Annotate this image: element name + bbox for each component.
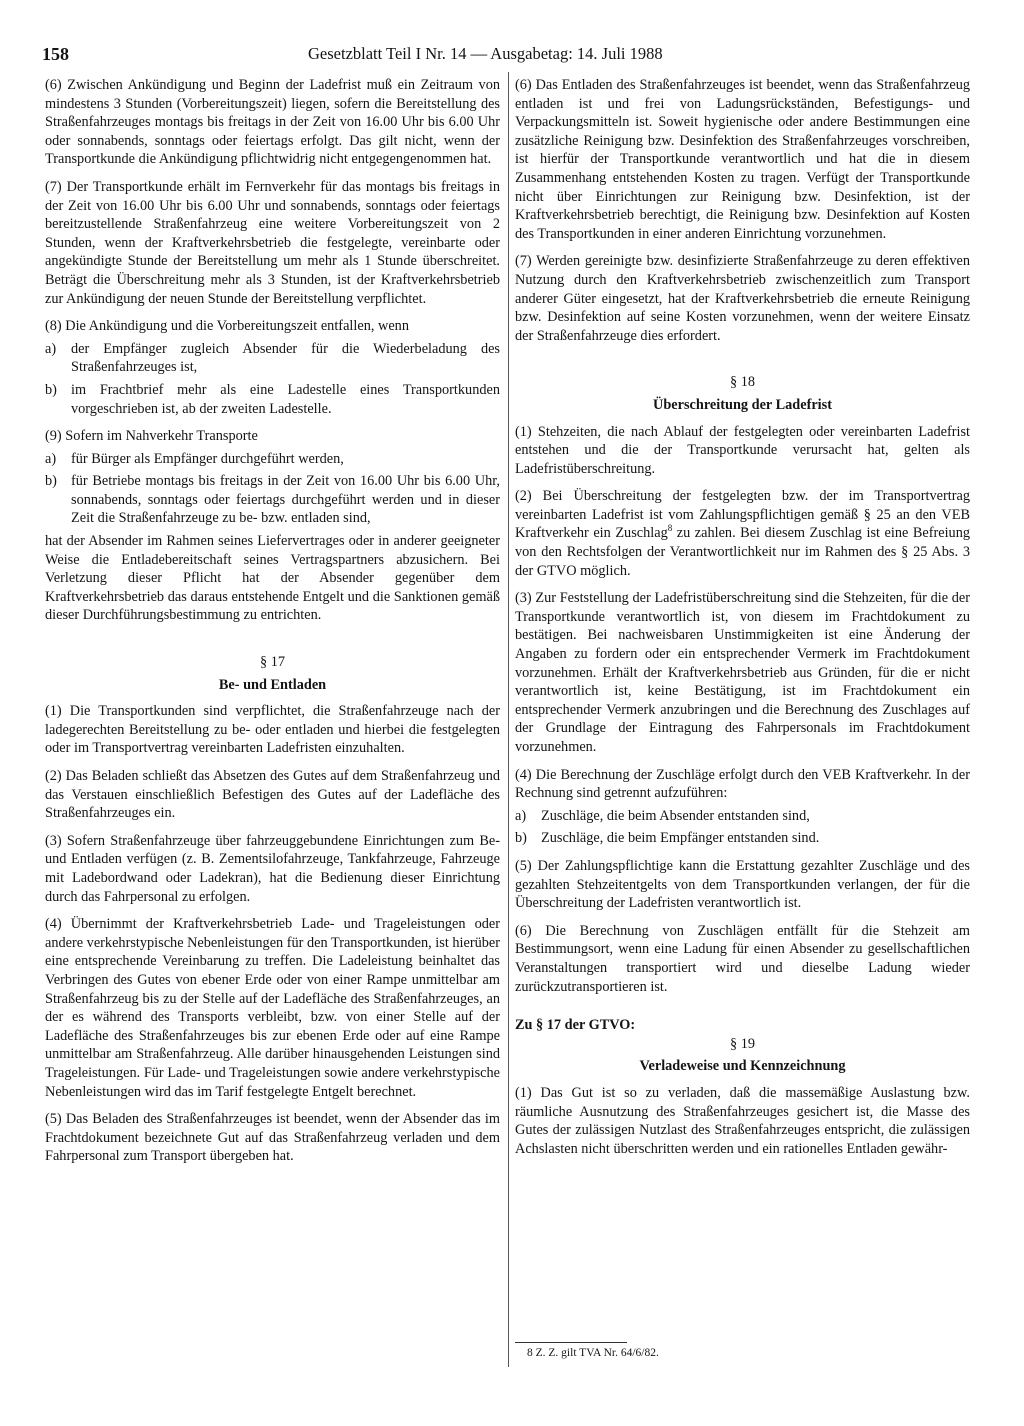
paragraph: (3) Sofern Straßenfahrzeuge über fahrzeuggebundene Einrichtungen zum Be- und Entladen verfügen (z. B. Zementsilofahrzeuge, Tankfahrzeuge, Fahrzeuge mit Ladebordwand oder Ladekran), hat die Bedienung dieser Einrichtung durch das Fahrpersonal zu erfolgen. bbox=[45, 832, 500, 905]
list-item bbox=[515, 807, 970, 826]
list-text: Zuschläge, die beim Empfänger entstanden sind. bbox=[541, 830, 820, 847]
section-title: Überschreitung der Ladefrist bbox=[653, 396, 832, 413]
paragraph: hat der Absender im Rahmen seines Liefervertrages oder in anderer geeigneter Weise die Entladebereitschaft seines Vertragspartners abzusichern. Bei Verletzung dieser Pflicht hat der Absender gegenüber dem Kraftverkehrsbetrieb das daraus entstehende Entgelt und die Sanktionen gemäß dieser Durchführungsbestimmung zu entrichten. bbox=[45, 533, 500, 624]
list-text: im Frachtbrief mehr als eine Ladestelle eines Transportkunden vorgeschrieben ist, ab der zweiten Ladestelle. bbox=[71, 381, 500, 417]
paragraph: (5) Das Beladen des Straßenfahrzeuges ist beendet, wenn der Absender das im Frachtdokument bezeichnete Gut auf das Straßenfahrzeug verladen und dem Fahrpersonal zum Transport übergeben hat. bbox=[45, 1111, 500, 1165]
paragraph: (9) Sofern im Nahverkehr Transporte bbox=[45, 428, 258, 445]
footnote-rule bbox=[515, 1342, 627, 1343]
list-label: b) bbox=[515, 830, 527, 847]
list-item bbox=[45, 340, 500, 377]
paragraph-text: (2) Bei Überschreitung der festgelegten bzw. der im Transportvertrag vereinbarten Ladefrist ist vom Zahlungspflichtigen gemäß § 25 an den VEB Kraftverkehr ein Zuschlag bbox=[515, 488, 970, 542]
left-column bbox=[45, 76, 500, 1376]
list-text: Zuschläge, die beim Absender entstanden sind, bbox=[541, 807, 810, 824]
list-text: der Empfänger zugleich Absender für die Wiederbeladung des Straßenfahrzeuges ist, bbox=[71, 340, 500, 376]
paragraph: (3) Zur Feststellung der Ladefristüberschreitung sind die Stehzeiten, für die der Transportkunde verantwortlich ist, von diesem im Frachtdokument zu bestätigen. Bei nachweisbaren Unstimmigkeiten ist eine Änderung der Angaben zu fordern oder ein entsprechender Vermerk im Frachtdokument vorzunehmen. Erhält der Kraftverkehrsbetrieb aus Gründen, für die er nicht verantwortlich ist, keine Bestätigung, ist im Frachtdokument ein entsprechender Vermerk anzubringen und die Berechnung des Zuschlages auf der Grundlage der Eintragung des Fahrpersonals im Frachtdokument vorzunehmen. bbox=[515, 590, 970, 755]
paragraph: (1) Stehzeiten, die nach Ablauf der festgelegten oder vereinbarten Ladefrist entstehen und die der Transportkunde verursacht hat, gelten als Ladefristüberschreitung. bbox=[515, 423, 970, 477]
section-number: § 17 bbox=[259, 654, 286, 671]
list-text: für Bürger als Empfänger durchgeführt werden, bbox=[71, 450, 344, 467]
footnote-marker: 8 bbox=[667, 523, 673, 534]
list-item bbox=[45, 472, 500, 528]
paragraph: (5) Der Zahlungspflichtige kann die Erstattung gezahlter Zuschläge und des gezahlten Stehzeitentgelts von dem Transportkunden verlangen, der für die Überschreitung der Ladefristen verantwortlich ist. bbox=[515, 857, 970, 912]
list-label: a) bbox=[515, 807, 527, 824]
paragraph: (2) Das Beladen schließt das Absetzen des Gutes auf dem Straßenfahrzeug und das Verstauen einschließlich Befestigen des Gutes auf der Ladefläche des Straßenfahrzeuges ein. bbox=[45, 768, 500, 822]
paragraph: (7) Der Transportkunde erhält im Fernverkehr für das montags bis freitags in der Zeit von 16.00 Uhr bis 6.00 Uhr und sonnabends, sonntags oder feiertags bereitzustellende Straßenfahrzeug eine weitere Vorbereitungszeit von 2 Stunden, wenn der Kraftverkehrsbetrieb die festgelegte, vereinbarte oder angekündigte Stunde der Bereitstellung um mehr als 1 Stunde überschreitet. Beträgt die Überschreitung mehr als 3 Stunden, ist der Kraftverkehrsbetrieb zur Ankündigung der neuen Stunde der Bereitstellung verpflichtet. bbox=[45, 178, 500, 307]
page-header bbox=[40, 44, 985, 70]
list-label: b) bbox=[45, 381, 57, 398]
list-label: b) bbox=[45, 473, 57, 490]
paragraph: (4) Die Berechnung der Zuschläge erfolgt durch den VEB Kraftverkehr. In der Rechnung sind getrennt aufzuführen: bbox=[515, 766, 970, 802]
paragraph: (1) Das Gut ist so zu verladen, daß die massemäßige Auslastung bzw. räumliche Ausnutzung des Straßenfahrzeuges gesichert ist, die Masse des Gutes der zulässigen Nutzlast des Straßenfahrzeuges entspricht, die zulässigen Achslasten nicht überschritten werden und ein rationelles Entladen gewähr- bbox=[515, 1084, 970, 1157]
list-item bbox=[45, 381, 500, 418]
list-item bbox=[45, 450, 500, 469]
section-number: § 18 bbox=[729, 374, 756, 391]
list-item bbox=[515, 829, 970, 848]
running-head: Gesetzblatt Teil I Nr. 14 — Ausgabetag: 14. Juli 1988 bbox=[308, 44, 663, 63]
paragraph bbox=[515, 487, 970, 580]
paragraph: (4) Übernimmt der Kraftverkehrsbetrieb Lade- und Trageleistungen oder andere verkehrstypische Nebenleistungen für den Transportkunden, ist hierüber eine entsprechende Vereinbarung zu treffen. Die Ladeleistung beinhaltet das Verbringen des Gutes von ebener Erde oder von einer Rampe unmittelbar am Straßenfahrzeug bis zu der Stelle auf der Ladefläche des Straßenfahrzeuges, an der es während des Transports verbleibt, bzw. von einer Stelle auf der Ladefläche des Straßenfahrzeuges bis zur ebenen Erde oder auf eine Rampe unmittelbar am Straßenfahrzeug. Alle darüber hinausgehenden Leistungen sind Trageleistungen. Für Lade- und Trageleistungen sowie andere verkehrstypische Nebenleistungen wird das im Tarif festgelegte Entgelt berechnet. bbox=[45, 916, 500, 1100]
paragraph: (6) Die Berechnung von Zuschlägen entfällt für die Stehzeit am Bestimmungsort, wenn eine Ladung für einen Absender zu gesellschaftlichen Veranstaltungen transportiert wird und dieselbe Ladung wieder zurückzutransportieren ist. bbox=[515, 922, 970, 995]
section-title: Verladeweise und Kennzeichnung bbox=[639, 1058, 846, 1075]
paragraph: (7) Werden gereinigte bzw. desinfizierte Straßenfahrzeuge zu deren effektiven Nutzung durch den Kraftverkehrsbetrieb zwischenzeitlich zum Transport anderer Güter eingesetzt, hat der Kraftverkehrsbetrieb die erneute Reinigung bzw. Desinfektion auf seine Kosten vorzunehmen, wenn der weitere Einsatz der Straßenfahrzeuge dies erfordert. bbox=[515, 253, 970, 344]
paragraph: (6) Das Entladen des Straßenfahrzeuges ist beendet, wenn das Straßenfahrzeug entladen ist und frei von Ladungsrückständen, Befestigungs- und Verpackungsmitteln ist. Soweit hygienische oder andere Bestimmungen eine zusätzliche Reinigung bzw. Desinfektion des Straßenfahrzeuges vorschreiben, ist hierfür der Transportkunde verantwortlich und hat die in diesem Zusammenhang entstehenden Kosten zu tragen. Verfügt der Transportkunde nicht über Einrichtungen zur Reinigung bzw. Desinfektion, ist der Kraftverkehrsbetrieb berechtigt, die Reinigung bzw. Desinfektion auf Kosten des Transportkunden in einer anderen Einrichtung vorzunehmen. bbox=[515, 77, 970, 242]
section-title: Be- und Entladen bbox=[218, 676, 327, 693]
section-number: § 19 bbox=[729, 1035, 756, 1052]
paragraph: (6) Zwischen Ankündigung und Beginn der Ladefrist muß ein Zeitraum von mindestens 3 Stunden (Vorbereitungszeit) liegen, sofern die Bereitstellung des Straßenfahrzeuges montags bis freitags in der Zeit von 16.00 Uhr bis 6.00 Uhr oder sonnabends, sonntags oder feiertags erfolgt. Das gilt nicht, wenn der Transportkunde die Ankündigung pflichtwidrig nicht entgegengenommen hat. bbox=[45, 77, 500, 168]
column-divider bbox=[508, 72, 509, 1367]
footnote: 8 Z. Z. gilt TVA Nr. 64/6/82. bbox=[527, 1347, 659, 1359]
page-number: 158 bbox=[42, 44, 69, 64]
list-label: a) bbox=[45, 340, 57, 357]
right-column bbox=[515, 76, 970, 1376]
list-text: für Betriebe montags bis freitags in der Zeit von 16.00 Uhr bis 6.00 Uhr, sonnabends, sonntags oder feiertags durchgeführt werden und in dieser Zeit die Straßenfahrzeuge zu be- bzw. entladen sind, bbox=[71, 473, 500, 527]
list-label: a) bbox=[45, 450, 57, 467]
paragraph-text: zu zahlen. Bei diesem Zuschlag ist eine Befreiung von den Rechtsfolgen der Verantwortlichkeit nur im Rahmen des § 25 Abs. 3 der GTVO möglich. bbox=[515, 525, 970, 579]
paragraph: (8) Die Ankündigung und die Vorbereitungszeit entfallen, wenn bbox=[45, 318, 409, 335]
paragraph: (1) Die Transportkunden sind verpflichtet, die Straßenfahrzeuge nach der ladegerechten Bereitstellung zu be- oder entladen und hierbei die festgelegten oder im Transportvertrag vereinbarten Ladefristen einzuhalten. bbox=[45, 703, 500, 757]
subheading: Zu § 17 der GTVO: bbox=[515, 1017, 636, 1034]
